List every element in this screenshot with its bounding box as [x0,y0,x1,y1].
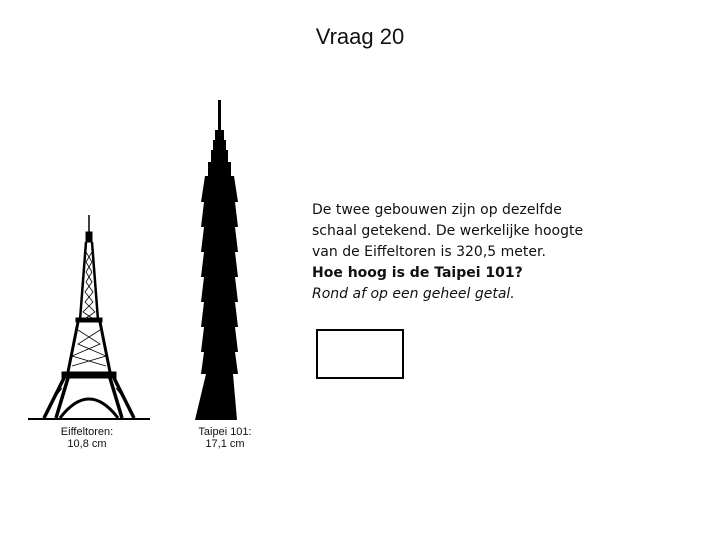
question-instruction: Rond af op een geheel getal. [312,286,515,302]
taipei-label-name: Taipei 101: [198,426,252,438]
eiffel-label-size: 10,8 cm [67,438,107,450]
question-prompt: Hoe hoog is de Taipei 101? [312,265,523,281]
question-title: Vraag 20 [315,24,405,49]
taipei-101-silhouette [195,100,238,420]
question-block [312,200,592,305]
taipei-label-size: 17,1 cm [205,438,245,450]
question-text: De twee gebouwen zijn op dezelfde schaal getekend. De werkelijke hoogte van de Eiffeltoren is 320,5 meter. [312,202,584,260]
eiffel-caption [44,426,130,450]
answer-input[interactable] [316,329,404,379]
taipei-caption [180,426,270,450]
eiffel-label-name: Eiffeltoren: [60,426,114,438]
eiffel-tower-silhouette [44,215,134,418]
